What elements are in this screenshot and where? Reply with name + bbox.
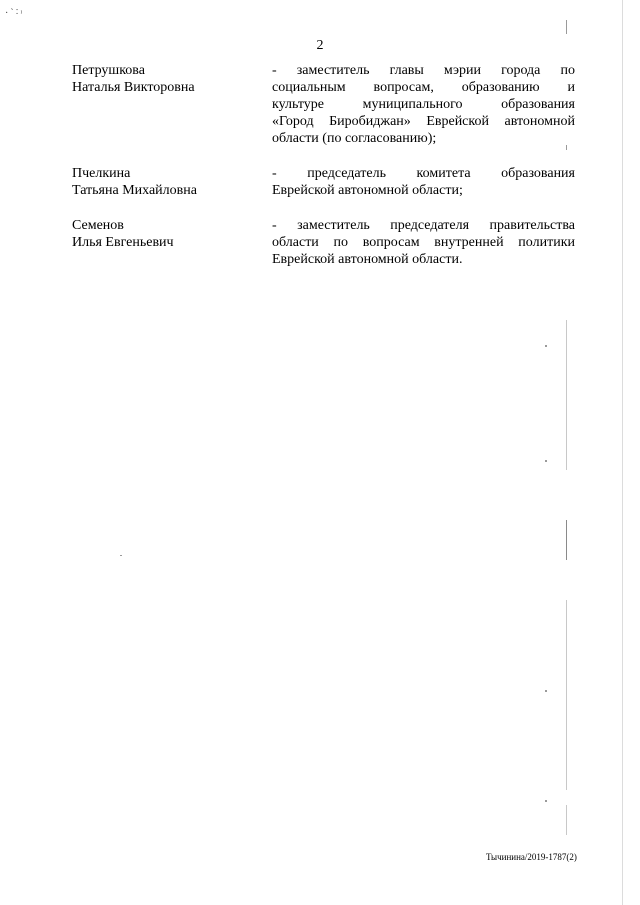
scan-artifact xyxy=(545,690,547,692)
page-number: 2 xyxy=(316,38,324,53)
position-line: Еврейской автономной области; xyxy=(272,183,463,198)
member-surname: Петрушкова xyxy=(72,63,145,78)
member-position xyxy=(272,217,575,268)
scan-artifact xyxy=(120,555,122,556)
document-footer-code: Тычинина/2019-1787(2) xyxy=(486,852,577,862)
member-name xyxy=(72,62,262,96)
scan-artifact xyxy=(566,20,567,34)
position-line: Еврейской автономной области. xyxy=(272,252,463,267)
scan-artifact xyxy=(622,0,623,905)
member-surname: Семенов xyxy=(72,218,124,233)
scan-artifact xyxy=(566,320,567,470)
position-line: области (по согласованию); xyxy=(272,131,437,146)
position-line: области по вопросам внутренней политики xyxy=(272,235,575,250)
member-given-name: Татьяна Михайловна xyxy=(72,183,197,198)
member-given-name: Наталья Викторовна xyxy=(72,80,195,95)
member-position xyxy=(272,165,575,199)
scan-artifact xyxy=(566,520,567,560)
member-given-name: Илья Евгеньевич xyxy=(72,235,174,250)
scan-artifact xyxy=(545,800,547,802)
scan-corner-mark: ·ˋ˸ᶦ xyxy=(5,8,25,19)
member-position xyxy=(272,62,575,147)
scan-artifact xyxy=(545,345,547,347)
member-name xyxy=(72,217,262,251)
position-line: «Город Биробиджан» Еврейской автономной xyxy=(272,114,575,129)
scan-artifact xyxy=(566,600,567,790)
position-line: - заместитель главы мэрии города по xyxy=(272,63,575,78)
position-line: - заместитель председателя правительства xyxy=(272,218,575,233)
position-line: культуре муниципального образования xyxy=(272,97,575,112)
position-line: - председатель комитета образования xyxy=(272,166,575,181)
scan-artifact xyxy=(545,460,547,462)
position-line: социальным вопросам, образованию и xyxy=(272,80,575,95)
member-surname: Пчелкина xyxy=(72,166,131,181)
scan-artifact xyxy=(566,805,567,835)
scan-artifact xyxy=(566,145,567,150)
member-name xyxy=(72,165,262,199)
